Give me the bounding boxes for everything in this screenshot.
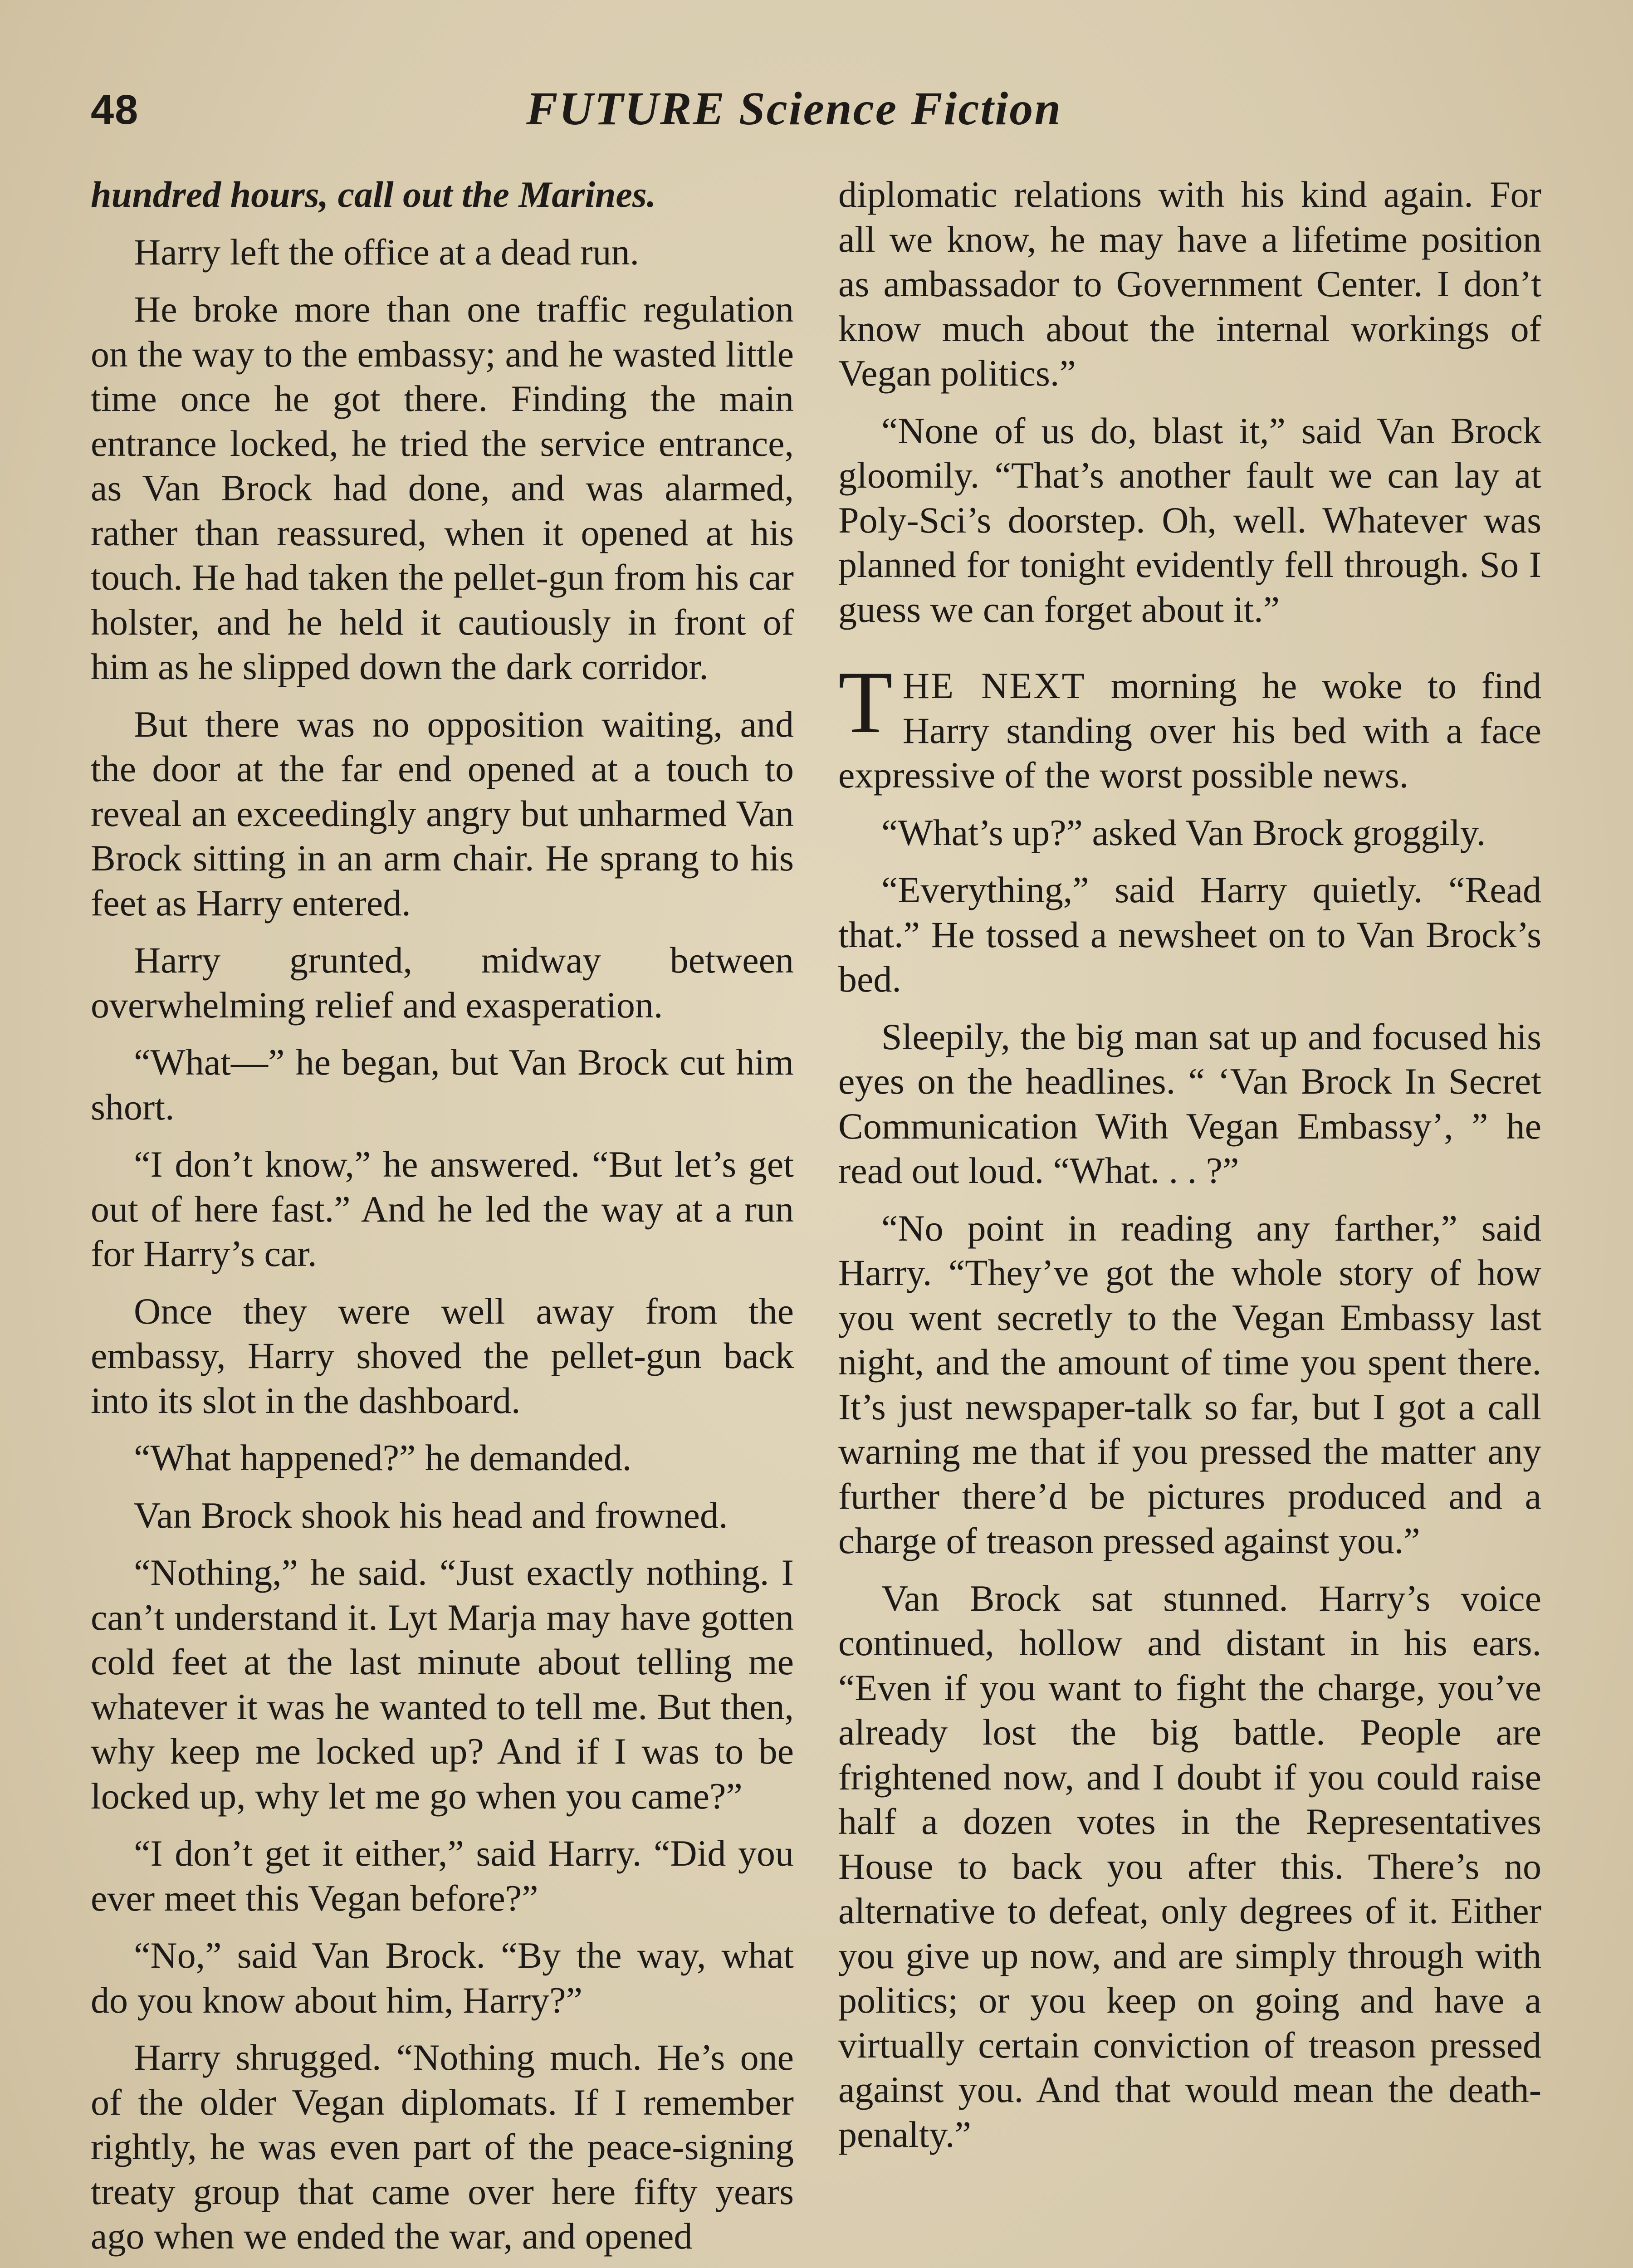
page-header [91, 82, 1542, 141]
running-title: FUTURE Science Fiction [526, 83, 1062, 135]
right-column [838, 172, 1541, 2170]
paragraph: diplomatic relations with his kind again. For all we know, he may have a lifetime position as ambassador to Government Center. I don’t know much about the internal workings of Vegan politics.” [838, 174, 1541, 394]
paragraph-text: morning he woke to find Harry standing over his bed with a face expressive of the worst possible news. [838, 665, 1541, 796]
paragraph: “What happened?” he demanded. [134, 1437, 632, 1478]
paragraph: “No point in reading any farther,” said Harry. “They’ve got the whole story of how you went secretly to the Vegan Embassy last night, and the amount of time you spent there. It’s just newspaper-talk so far, but I got a call warning me that if you pressed the matter any further there’d be pictures produced and a charge of treason pressed against you.” [838, 1207, 1541, 1561]
section-opening-paragraph [838, 653, 1541, 798]
paragraph: Van Brock sat stunned. Harry’s voice continued, hollow and distant in his ears. “Even if you want to fight the charge, you’ve already lost the big battle. People are frightened now, and I doubt if you could raise half a dozen votes in the Representatives House to back you after this. There’s no alternative to defeat, only degrees of it. Either you give up now, and are simply through with politics; or you keep on going and have a virtually certain conviction of treason pressed against you. And that would mean the deathpenalty.” [838, 1577, 1541, 2155]
page-number: 48 [91, 87, 139, 133]
paragraph: “What—” he began, but Van Brock cut him short. [91, 1041, 794, 1128]
paragraph: “None of us do, blast it,” said Van Brock gloomily. “That’s another fault we can lay at Poly-Sci’s doorstep. Oh, well. Whatever was planned for tonight evidently fell through. So I guess we can forget about it.” [838, 410, 1541, 630]
drop-cap: T [838, 653, 893, 752]
paragraph: “I don’t know,” he answered. “But let’s get out of here fast.” And he led the way at a run for Harry’s car. [91, 1144, 794, 1274]
paragraph: Van Brock shook his head and frowned. [134, 1494, 728, 1536]
paragraph: Harry grunted, midway between overwhelming relief and exasperation. [91, 939, 794, 1026]
paragraph: hundred hours, call out the Marines. [91, 174, 656, 215]
paragraph: Harry left the office at a dead run. [134, 231, 640, 273]
paragraph: “No,” said Van Brock. “By the way, what do you know about him, Harry?” [91, 1935, 794, 2021]
small-caps-lead: HE NEXT [902, 665, 1086, 706]
paragraph: But there was no opposition waiting, and the door at the far end opened at a touch to reveal an exceedingly angry but unharmed Van Brock sitting in an arm chair. He sprang to his feet as Harry entered. [91, 703, 794, 924]
paragraph: “What’s up?” asked Van Brock groggily. [881, 811, 1486, 853]
paragraph: Once they were well away from the embassy, Harry shoved the pellet-gun back into its slot in the dashboard. [91, 1290, 794, 1421]
paragraph: Sleepily, the big man sat up and focused his eyes on the headlines. “ ‘Van Brock In Secret Communication With Vegan Embassy’, ” he read out loud. “What. . . ?” [838, 1016, 1541, 1191]
paragraph: “Everything,” said Harry quietly. “Read that.” He tossed a newsheet on to Van Brock’s bed. [838, 869, 1541, 1000]
left-column [91, 172, 794, 2268]
paragraph: He broke more than one traffic regulation on the way to the embassy; and he wasted little time once he got there. Finding the main entrance locked, he tried the service entrance, as Van Brock had done, and was alarmed, rather than reassured, when it opened at his touch. He had taken the pellet-gun from his car holster, and he held it cautiously in front of him as he slipped down the dark corridor. [91, 288, 794, 687]
paragraph: Harry shrugged. “Nothing much. He’s one of the older Vegan diplomats. If I remember rightly, he was even part of the peace-signing treaty group that came over here fifty years ago when we ended the war, and opened [91, 2037, 794, 2257]
paragraph: “I don’t get it either,” said Harry. “Did you ever meet this Vegan before?” [91, 1833, 794, 1919]
paragraph: “Nothing,” he said. “Just exactly nothing. I can’t understand it. Lyt Marja may have gotten cold feet at the last minute about telling me whatever it was he wanted to tell me. But then, why keep me locked up? And if I was to be locked up, why let me go when you came?” [91, 1552, 794, 1817]
